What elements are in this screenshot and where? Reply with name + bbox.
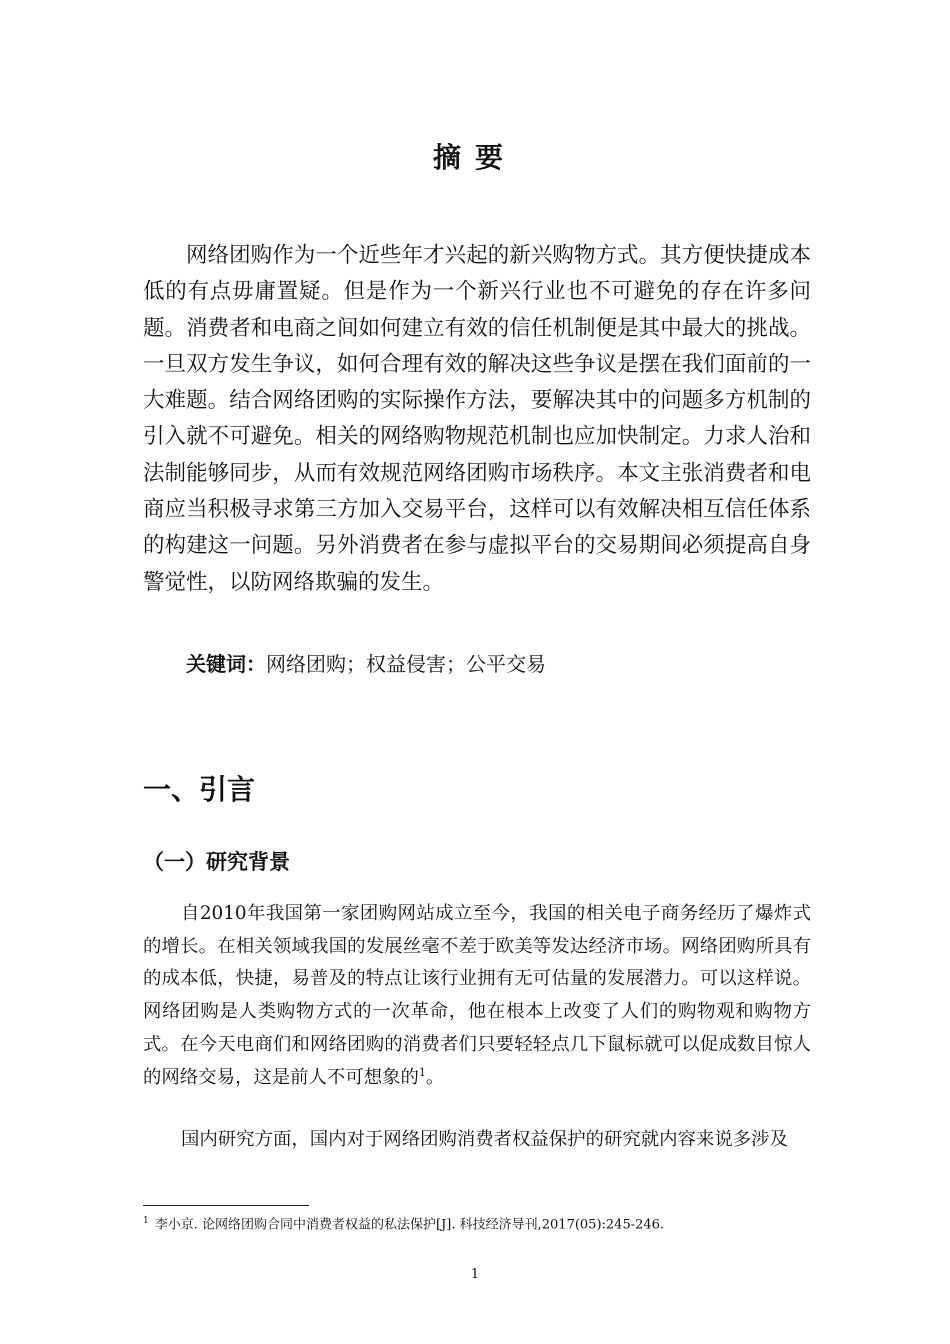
footnote-reference[interactable]: 1 — [418, 1065, 426, 1079]
footnote — [143, 1212, 823, 1234]
abstract-title: 摘要 — [432, 141, 517, 174]
footnote-separator — [143, 1205, 309, 1206]
abstract-paragraph: 网络团购作为一个近些年才兴起的新兴购物方式。其方便快捷成本低的有点毋庸置疑。但是作为一个新兴行业也不可避免的存在许多问题。消费者和电商之间如何建立有效的信任机制便是其中最大的挑战。一旦双方发生争议，如何合理有效的解决这些争议是摆在我们面前的一大难题。结合网络团购的实际操作方法，要解决其中的问题多方机制的引入就不可避免。相关的网络购物规范机制也应加快制定。力求人治和法制能够同步，从而有效规范网络团购市场秩序。本文主张消费者和电商应当积极寻求第三方加入交易平台，这样可以有效解决相互信任体系的构建这一问题。另外消费者在参与虚拟平台的交易期间必须提高自身警觉性，以防网络欺骗的发生。 — [143, 243, 811, 595]
page-number: 1 — [470, 1267, 480, 1282]
keywords-line — [186, 648, 806, 680]
section-heading-introduction: 一、引言 — [143, 773, 256, 806]
paragraph-1-text: 自2010年我国第一家团购网站成立至今，我国的相关电子商务经历了爆炸式的增长。在相关领域我国的发展丝毫不差于欧美等发达经济市场。网络团购所具有的成本低，快捷，易普及的特点让该行业拥有无可估量的发展潜力。可以这样说。网络团购是人类购物方式的一次革命，他在根本上改变了人们的购物观和购物方式。在今天电商们和网络团购的消费者们只要轻轻点几下鼠标就可以促成数目惊人的网络交易，这是前人不可想象的 — [143, 903, 811, 1088]
keywords-values: 网络团购；权益侵害；公平交易 — [266, 652, 546, 676]
keywords-label: 关键词： — [186, 652, 266, 676]
body-paragraph-1 — [143, 898, 811, 1094]
footnote-mark: 1 — [143, 1216, 149, 1226]
subsection-heading-background: （一）研究背景 — [143, 850, 290, 874]
body-paragraph-2: 国内研究方面，国内对于网络团购消费者权益保护的研究就内容来说多涉及 — [181, 1129, 788, 1150]
paragraph-1-end: 。 — [425, 1066, 445, 1088]
footnote-text: 李小京. 论网络团购合同中消费者权益的私法保护[J]. 科技经济导刊,2017(05):245-246. — [154, 1217, 665, 1233]
